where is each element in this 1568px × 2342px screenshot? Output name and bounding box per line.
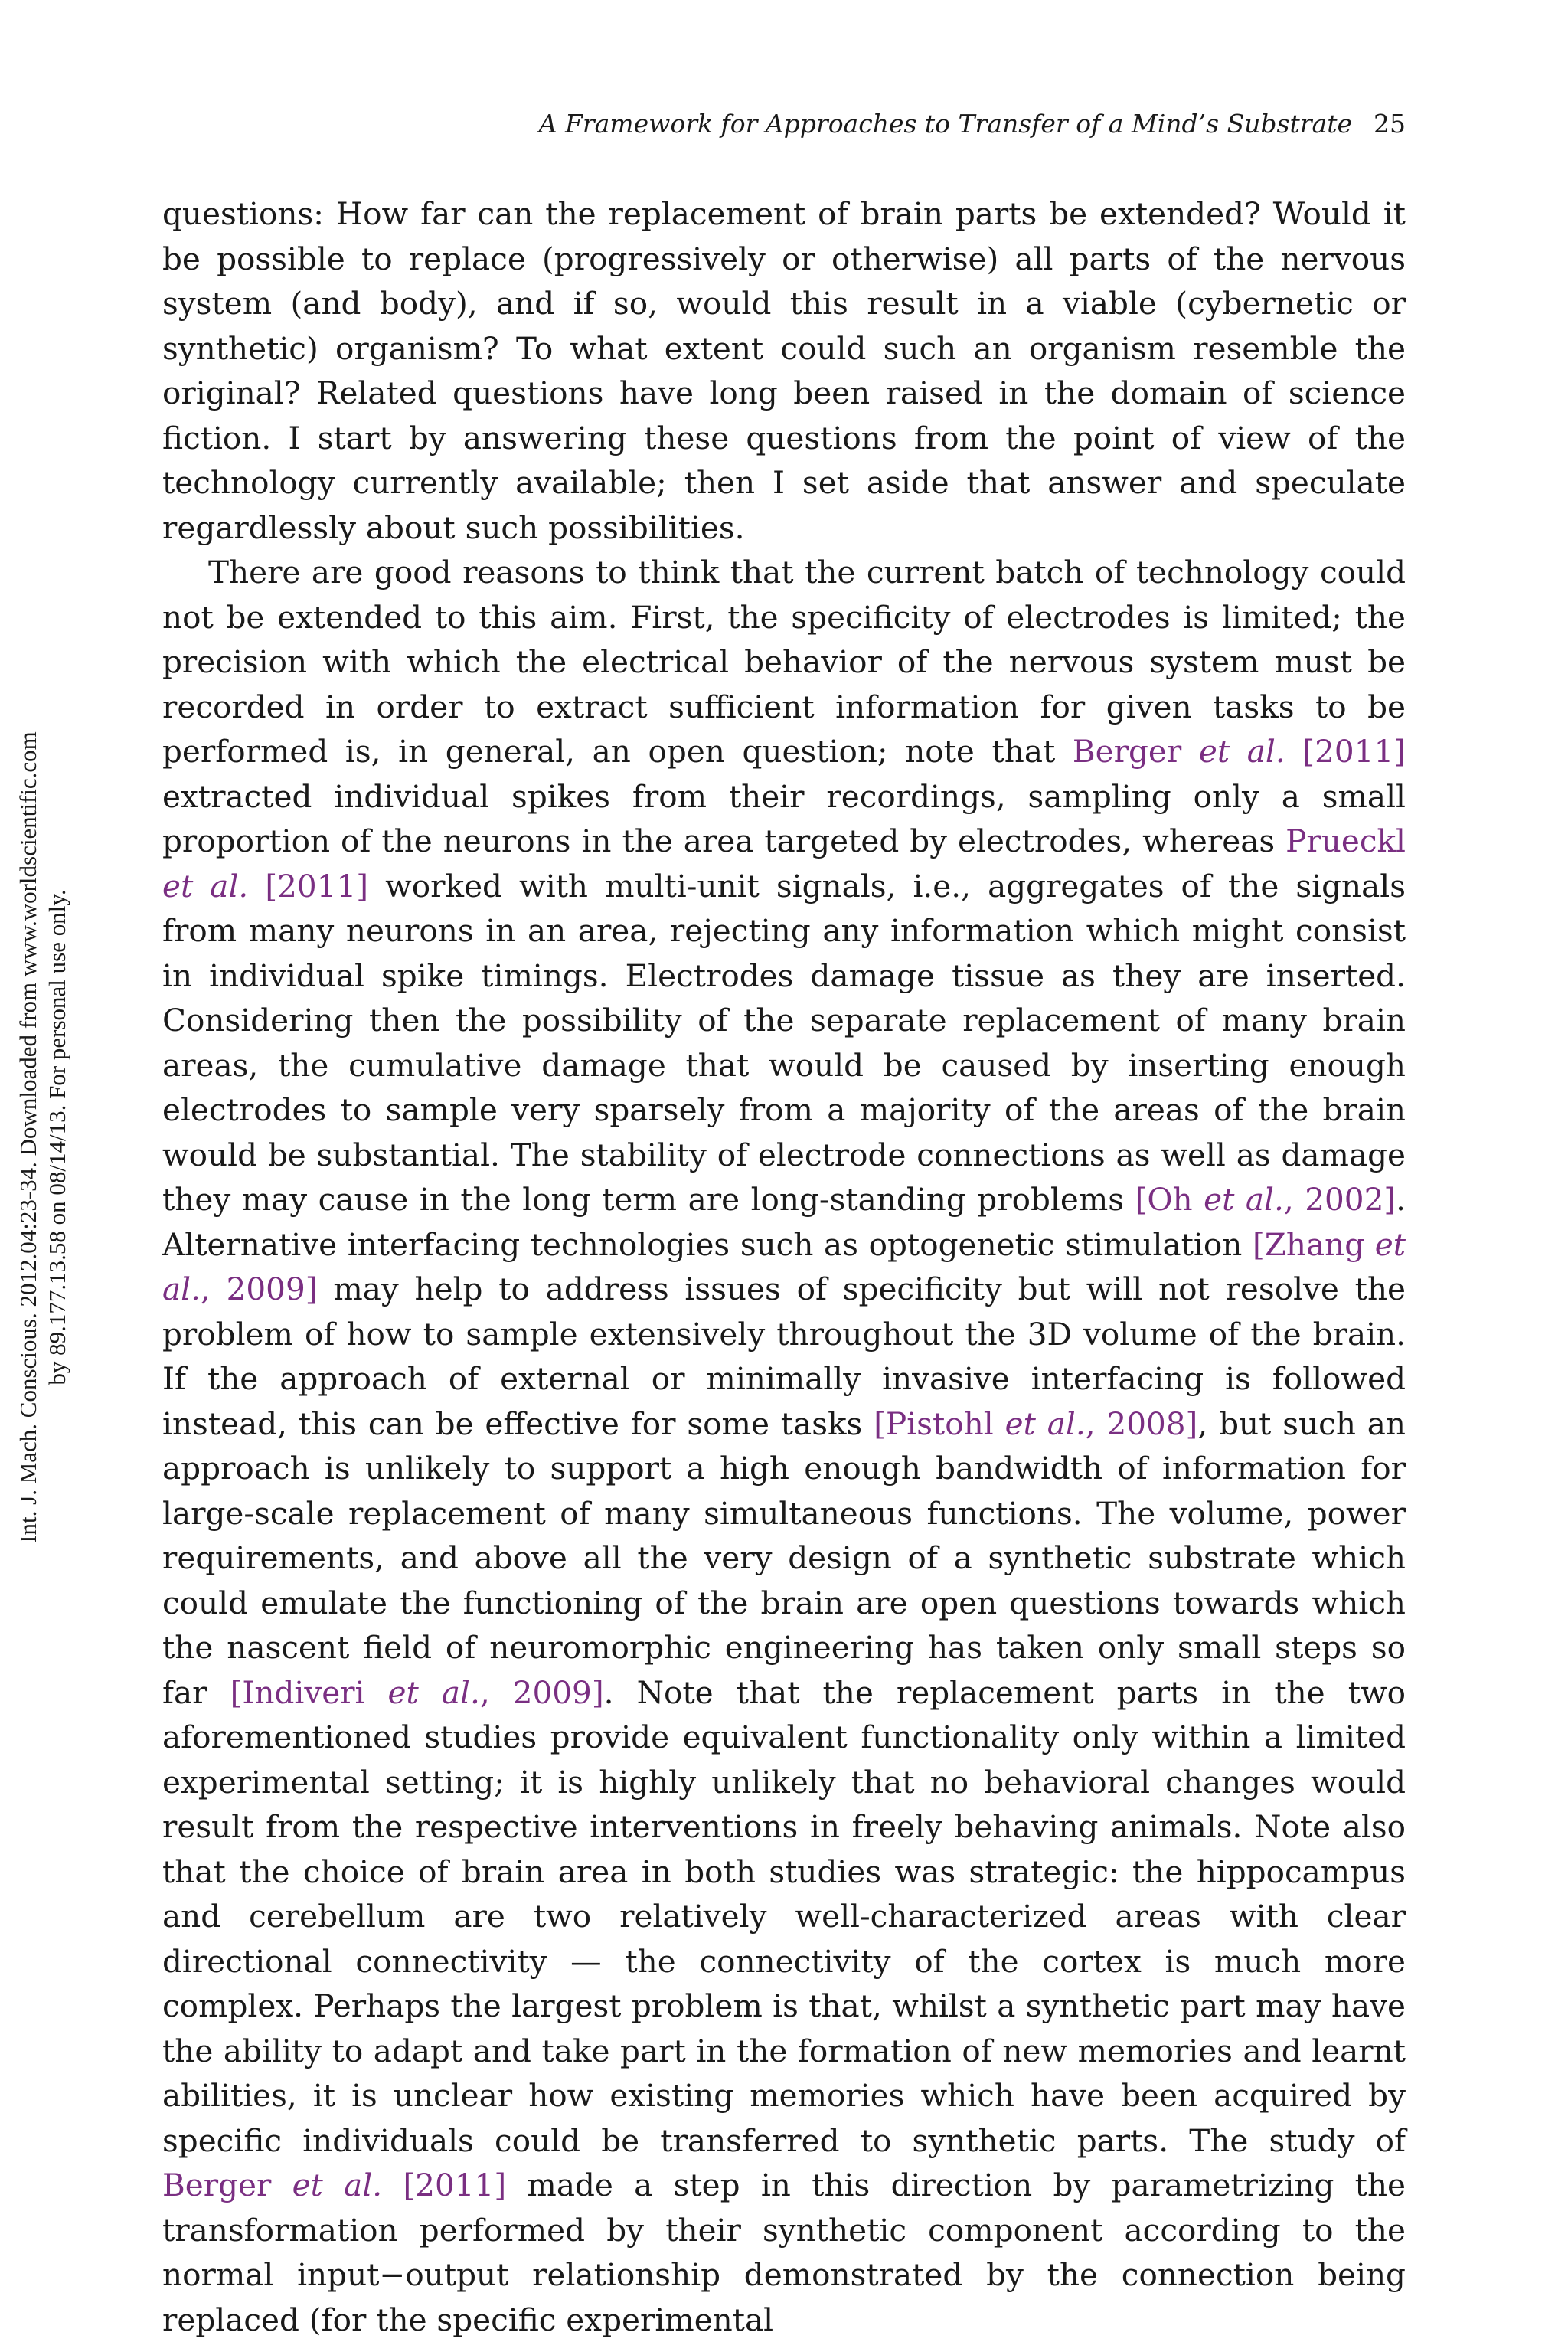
paragraph-2-text-1: There are good reasons to think that the current batch of technology could not be extended to this aim. First, the specificity of electrodes is limited; the precision with which the electrical behavior of the nervous system must be recorded in order to extract sufficient information for given tasks to be performed is, in general, an open question; note that	[162, 554, 1406, 770]
citation-year: [2011]	[382, 2167, 507, 2203]
citation-year: , 2008]	[1085, 1405, 1198, 1442]
paragraph-1: questions: How far can the replacement of brain parts be extended? Would it be possible to replace (progressively or otherwise) all parts of the nervous system (and body), and if so, would this result in a viable (cybernetic or synthetic) organism? To what extent could such an organism resemble the original? Related questions have long been raised in the domain of science fiction. I start by answering these questions from the point of view of the technology currently available; then I set aside that answer and speculate regardlessly about such possibilities.	[162, 195, 1406, 546]
citation-etal: et al.	[162, 1225, 1406, 1307]
citation-author: Prueckl	[1285, 823, 1406, 859]
citation-etal: et al.	[1204, 1181, 1284, 1218]
page-number: 25	[1374, 109, 1406, 139]
citation-year: [2011]	[248, 867, 369, 904]
download-notice-line-1: Int. J. Mach. Conscious. 2012.04:23-34. Downloaded from www.worldscientific.com	[15, 731, 41, 1543]
running-head	[162, 106, 1406, 142]
body-text	[162, 191, 1406, 2342]
download-notice-line-2: by 89.177.13.58 on 08/14/13. For personal use only.	[44, 889, 70, 1385]
paragraph-2-text-7: . Note that the replacement parts in the two aforementioned studies provide equivalent functionality only within a limited experimental setting; it is highly unlikely that no behavioral changes would result from the respective interventions in freely behaving animals. Note also that the choice of brain area in both studies was strategic: the hippocampus and cerebellum are two relatively well-characterized areas with clear directional connectivity — the connectivity of the cortex is much more complex. Perhaps the largest problem is that, whilst a synthetic part may have the ability to adapt and take part in the formation of new memories and learnt abilities, it is unclear how existing memories which have been acquired by specific individuals could be transferred to synthetic parts. The study of	[162, 1673, 1406, 2159]
paragraph-2	[162, 550, 1406, 2342]
citation-author: [Zhang	[1252, 1225, 1375, 1263]
download-notice	[14, 662, 72, 1612]
citation-author: [Oh	[1135, 1181, 1204, 1218]
citation-berger-2011[interactable]	[1073, 733, 1406, 770]
running-title: A Framework for Approaches to Transfer of a Mind’s Substrate	[538, 109, 1352, 139]
citation-author: Berger	[162, 2167, 292, 2203]
paragraph-2-text-8: made a step in this direction by parametrizing the transformation performed by their synthetic component according to the normal input−output relationship demonstrated by the connection being replaced (for the specific experimental	[162, 2167, 1406, 2338]
citation-indiveri-2009[interactable]	[230, 1674, 604, 1711]
citation-etal: et al.	[162, 867, 249, 904]
citation-year: , 2009]	[200, 1271, 318, 1307]
citation-author: [Pistohl	[874, 1405, 1005, 1442]
citation-year: , 2009]	[479, 1673, 604, 1711]
citation-year: , 2002]	[1283, 1181, 1396, 1218]
citation-etal: et al.	[387, 1673, 480, 1711]
citation-author: Berger	[1072, 733, 1199, 770]
citation-author: [Indiveri	[230, 1673, 388, 1711]
citation-year: [2011]	[1285, 733, 1406, 770]
paragraph-2-text-3: worked with multi-unit signals, i.e., aggregates of the signals from many neurons in an area, rejecting any information which might consist in individual spike timings. Electrodes damage tissue as they are inserted. Considering then the possibility of the separate replacement of many brain areas, the cumulative damage that would be caused by inserting enough electrodes to sample very sparsely from a majority of the areas of the brain would be substantial. The stability of electrode connections as well as damage they may cause in the long term are long-standing problems	[162, 867, 1406, 1218]
citation-oh-2002[interactable]	[1135, 1181, 1396, 1218]
paragraph-2-text-5: may help to address issues of specificity but will not resolve the problem of how to sample extensively throughout the 3D volume of the brain. If the approach of external or minimally invasive interfacing is followed instead, this can be effective for some tasks	[162, 1271, 1406, 1442]
citation-berger-2011-b[interactable]	[162, 2167, 506, 2203]
citation-etal: et al.	[292, 2167, 383, 2203]
paragraph-2-text-6: , but such an approach is unlikely to support a high enough bandwidth of information for large-scale replacement of many simultaneous functions. The volume, power requirements, and above all the very design of a synthetic substrate which could emulate the functioning of the brain are open questions towards which the nascent field of neuromorphic engineering has taken only small steps so far	[162, 1405, 1406, 1711]
citation-etal: et al.	[1004, 1405, 1086, 1442]
paragraph-2-text-2: extracted individual spikes from their recordings, sampling only a small proportion of the neurons in the area targeted by electrodes, whereas	[162, 777, 1406, 859]
citation-etal: et al.	[1198, 733, 1285, 770]
citation-pistohl-2008[interactable]	[874, 1405, 1197, 1442]
paragraph-2-text-4: . Alternative interfacing technologies such as optogenetic stimulation	[162, 1181, 1406, 1263]
